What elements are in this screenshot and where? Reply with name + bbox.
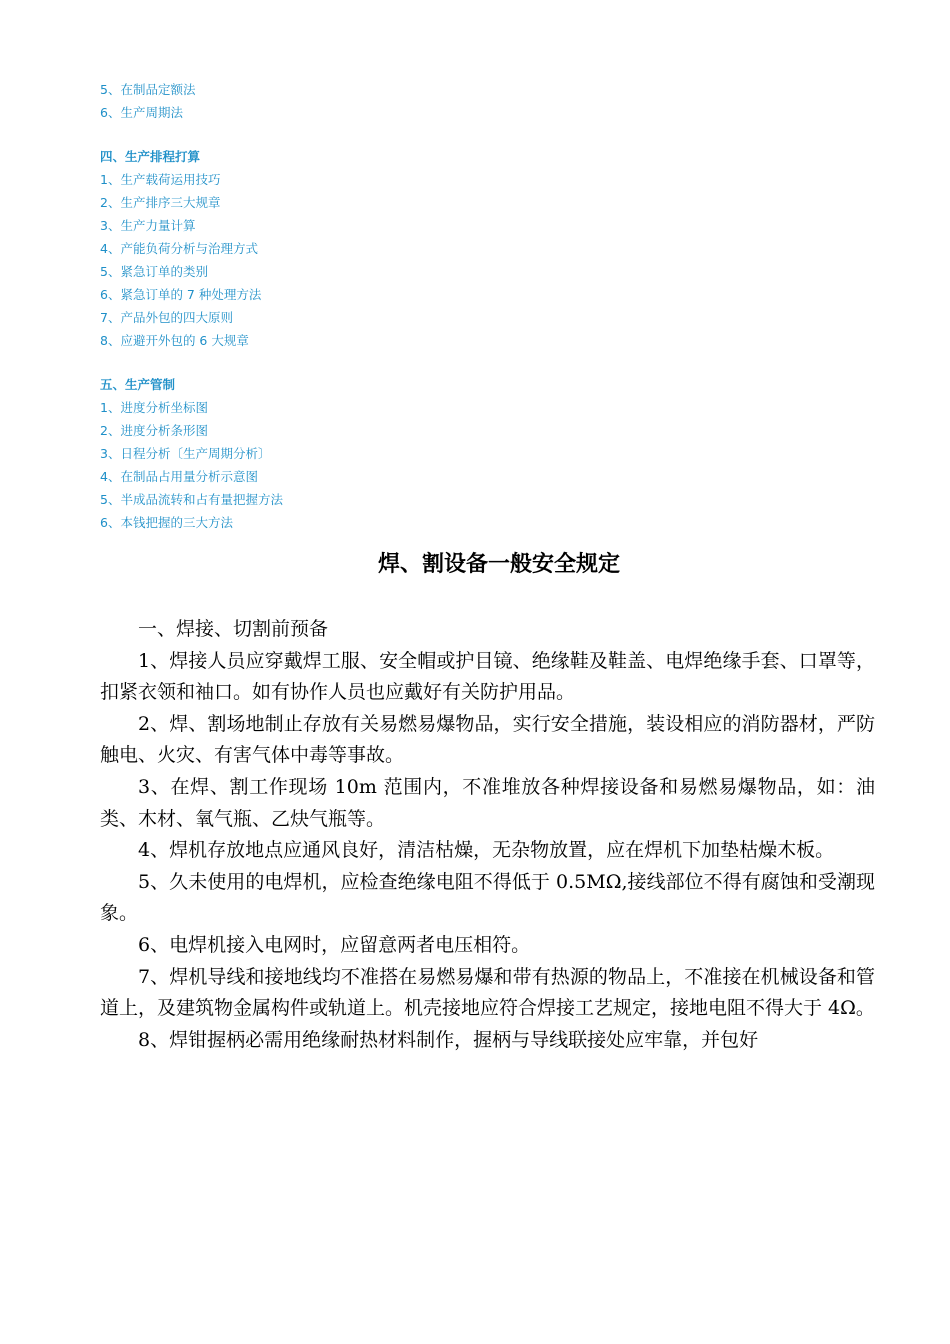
toc-item: 4、在制品占用量分析示意图 bbox=[100, 469, 258, 484]
toc-item: 5、半成品流转和占有量把握方法 bbox=[100, 492, 283, 507]
toc-section-heading: 四、生产排程打算 bbox=[100, 149, 201, 164]
paragraph: 2、焊、割场地制止存放有关易燃易爆物品，实行安全措施，装设相应的消防器材，严防触电、火灾、有害气体中毒等事故。 bbox=[100, 712, 875, 767]
document-title: 焊、割设备一般安全规定 bbox=[377, 552, 620, 577]
toc-section-heading: 五、生产管制 bbox=[100, 377, 176, 392]
toc-item: 1、生产载荷运用技巧 bbox=[100, 172, 221, 187]
toc-spacer bbox=[100, 124, 600, 145]
toc-item: 6、紧急订单的 7 种处理方法 bbox=[100, 287, 262, 302]
section-heading: 一、焊接、切割前预备 bbox=[138, 618, 329, 640]
toc-item: 5、紧急订单的类别 bbox=[100, 264, 208, 279]
toc-item: 3、生产力量计算 bbox=[100, 218, 196, 233]
toc-item: 1、进度分析坐标图 bbox=[100, 400, 208, 415]
paragraph: 6、电焊机接入电网时，应留意两者电压相符。 bbox=[138, 933, 531, 956]
paragraph: 3、在焊、割工作现场 10m 范围内，不准堆放各种焊接设备和易燃易爆物品，如：油类、木材、氧气瓶、乙炔气瓶等。 bbox=[100, 775, 875, 830]
toc-item: 5、在制品定额法 bbox=[100, 82, 196, 97]
document-body bbox=[100, 614, 875, 1056]
paragraph: 8、焊钳握柄必需用绝缘耐热材料制作，握柄与导线联接处应牢靠，并包好 bbox=[138, 1028, 759, 1051]
toc-item: 4、产能负荷分析与治理方式 bbox=[100, 241, 258, 256]
toc-item: 2、生产排序三大规章 bbox=[100, 195, 221, 210]
table-of-contents bbox=[100, 78, 600, 534]
toc-item: 8、应避开外包的 6 大规章 bbox=[100, 333, 249, 348]
paragraph: 7、焊机导线和接地线均不准搭在易燃易爆和带有热源的物品上，不准接在机械设备和管道上，及建筑物金属构件或轨道上。机壳接地应符合焊接工艺规定，接地电阻不得大于 4Ω。 bbox=[100, 965, 875, 1020]
toc-item: 3、日程分析〔生产周期分析〕 bbox=[100, 446, 271, 461]
paragraph: 1、焊接人员应穿戴焊工服、安全帽或护目镜、绝缘鞋及鞋盖、电焊绝缘手套、口罩等，扣紧衣领和袖口。如有协作人员也应戴好有关防护用品。 bbox=[100, 649, 875, 704]
paragraph: 5、久未使用的电焊机，应检查绝缘电阻不得低于 0.5MΩ,接线部位不得有腐蚀和受潮现象。 bbox=[100, 870, 875, 925]
toc-item: 6、生产周期法 bbox=[100, 105, 183, 120]
toc-item: 2、进度分析条形图 bbox=[100, 423, 208, 438]
toc-item: 6、本钱把握的三大方法 bbox=[100, 515, 233, 530]
toc-item: 7、产品外包的四大原则 bbox=[100, 310, 233, 325]
paragraph: 4、焊机存放地点应通风良好，清洁枯燥，无杂物放置，应在焊机下加垫枯燥木板。 bbox=[138, 839, 835, 862]
toc-spacer bbox=[100, 352, 600, 373]
